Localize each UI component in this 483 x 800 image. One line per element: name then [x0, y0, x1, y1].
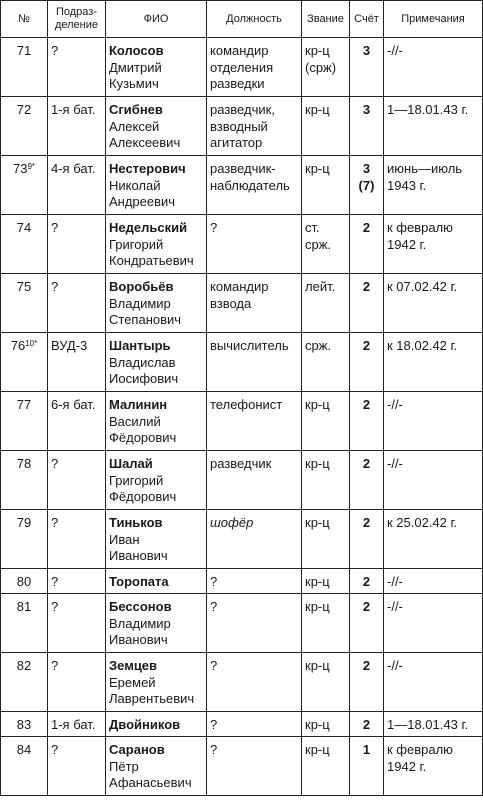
post-line: ? [210, 717, 218, 732]
score-cell [350, 38, 384, 97]
score-cell [350, 392, 384, 451]
table-row [1, 594, 483, 653]
rank-line: кр-ц [305, 515, 330, 530]
header-rank: Звание [302, 1, 350, 38]
rank-cell [302, 569, 350, 594]
surname: Бессонов [109, 599, 172, 614]
post-line: ? [210, 658, 218, 673]
given-name-line: Иосифович [109, 371, 179, 386]
table-row [1, 215, 483, 274]
post-cell [207, 97, 302, 156]
footnote-mark: 10* [25, 339, 38, 348]
score-line: 2 [362, 279, 371, 294]
unit-text: ? [51, 599, 59, 614]
unit-cell [48, 712, 106, 737]
rank-line: кр-ц [305, 742, 330, 757]
score-cell [350, 594, 384, 653]
unit-cell [48, 653, 106, 712]
surname: Земцев [109, 658, 158, 673]
score-cell [350, 451, 384, 510]
given-name-line: Григорий [109, 236, 164, 252]
rank-cell [302, 333, 350, 392]
score-line: 2 [362, 658, 371, 673]
surname: Саранов [109, 742, 165, 757]
fio-cell [106, 333, 207, 392]
unit-text: 1-я бат. [51, 102, 96, 117]
table-row [1, 712, 483, 737]
given-name-line: Иванович [109, 548, 168, 563]
surname: Нестерович [109, 161, 186, 176]
unit-cell [48, 156, 106, 215]
given-name-line: Степанович [109, 312, 182, 327]
given-name-line: Алексей [109, 118, 160, 134]
post-line: взводный [210, 118, 268, 134]
post-line: ? [210, 599, 218, 614]
post-line: разведчик- [210, 161, 276, 176]
surname: Колосов [109, 43, 164, 58]
score-line: 2 [362, 599, 371, 614]
given-name-line: Фёдорович [109, 489, 177, 504]
fio-cell [106, 712, 207, 737]
row-number-cell [1, 451, 48, 510]
note-cell [384, 333, 483, 392]
given-name-line: Иванович [109, 632, 168, 647]
row-number-cell [1, 333, 48, 392]
note-line: июнь—июль [387, 161, 463, 176]
row-number: 81 [16, 599, 32, 614]
row-number-cell [1, 510, 48, 569]
note-cell [384, 38, 483, 97]
post-line: разведчик, [210, 102, 275, 117]
unit-cell [48, 215, 106, 274]
rank-line: кр-ц [305, 397, 330, 412]
header-post: Должность [207, 1, 302, 38]
score-cell [350, 653, 384, 712]
header-row [1, 1, 483, 38]
given-name-line: Пётр [109, 758, 139, 774]
fio-cell [106, 594, 207, 653]
header-unit [48, 1, 106, 38]
post-line: агитатор [210, 135, 263, 150]
note-cell [384, 97, 483, 156]
post-cell [207, 392, 302, 451]
score-line: 3 [362, 43, 371, 58]
given-name-line: Дмитрий [109, 59, 162, 75]
rank-line: кр-ц [305, 599, 330, 614]
post-cell [207, 594, 302, 653]
row-number: 75 [16, 279, 32, 294]
unit-cell [48, 38, 106, 97]
header-unit-line: деление [54, 19, 99, 31]
post-cell [207, 156, 302, 215]
score-line: 2 [362, 220, 371, 235]
row-number-cell [1, 215, 48, 274]
table-row [1, 333, 483, 392]
score-cell [350, 333, 384, 392]
note-cell [384, 569, 483, 594]
note-line: к февралю [387, 220, 453, 235]
fio-cell [106, 510, 207, 569]
note-cell [384, 712, 483, 737]
post-line: вычислитель [210, 338, 289, 353]
given-name-line: Алексеевич [109, 135, 181, 150]
given-name-line: Николай [109, 177, 161, 193]
note-line: 1—18.01.43 г. [387, 717, 469, 732]
score-line: 2 [362, 397, 371, 412]
rank-cell [302, 156, 350, 215]
header-unit-line: Подраз- [55, 6, 98, 18]
table-row [1, 737, 483, 796]
note-line: 1942 г. [387, 236, 427, 252]
rank-cell [302, 712, 350, 737]
note-line: к февралю [387, 742, 453, 757]
table-row [1, 274, 483, 333]
score-line: 2 [362, 515, 371, 530]
post-cell [207, 215, 302, 274]
unit-cell [48, 510, 106, 569]
rank-cell [302, 392, 350, 451]
note-line: -//- [387, 599, 403, 614]
rank-line: кр-ц [305, 574, 330, 589]
rank-line: кр-ц [305, 43, 330, 58]
score-cell [350, 510, 384, 569]
row-number-cell [1, 274, 48, 333]
row-number: 77 [16, 397, 32, 412]
unit-cell [48, 569, 106, 594]
rank-line: кр-ц [305, 658, 330, 673]
post-line: наблюдатель [210, 177, 290, 193]
score-cell [350, 569, 384, 594]
row-number: 72 [16, 102, 32, 117]
row-number-cell [1, 569, 48, 594]
rank-line: лейт. [305, 279, 336, 294]
fio-cell [106, 97, 207, 156]
given-name-line: Андреевич [109, 194, 176, 209]
row-number: 82 [16, 658, 32, 673]
surname: Недельский [109, 220, 188, 235]
rank-cell [302, 594, 350, 653]
row-number-cell [1, 653, 48, 712]
given-name-line: Владимир [109, 295, 171, 311]
table-row [1, 38, 483, 97]
table-row [1, 97, 483, 156]
rank-cell [302, 510, 350, 569]
given-name-line: Владимир [109, 615, 171, 631]
fio-cell [106, 569, 207, 594]
unit-text: 1-я бат. [51, 717, 96, 732]
note-line: 1942 г. [387, 758, 427, 774]
surname: Торопата [109, 574, 169, 589]
unit-cell [48, 97, 106, 156]
table-row [1, 510, 483, 569]
row-number: 76 [10, 338, 26, 353]
note-line: к 07.02.42 г. [387, 279, 458, 294]
unit-cell [48, 333, 106, 392]
surname: Двойников [109, 717, 181, 732]
post-cell [207, 653, 302, 712]
fio-cell [106, 38, 207, 97]
post-cell [207, 569, 302, 594]
unit-cell [48, 594, 106, 653]
row-number-cell [1, 156, 48, 215]
rank-cell [302, 97, 350, 156]
given-name-line: Иван [109, 531, 140, 547]
score-line: 2 [362, 574, 371, 589]
row-number: 78 [16, 456, 32, 471]
fio-cell [106, 215, 207, 274]
table-row [1, 392, 483, 451]
post-line: ? [210, 574, 218, 589]
unit-text: ? [51, 279, 59, 294]
rank-cell [302, 38, 350, 97]
note-line: -//- [387, 574, 403, 589]
footnote-mark: 9* [27, 162, 36, 171]
score-cell [350, 97, 384, 156]
unit-text: ? [51, 658, 59, 673]
note-line: -//- [387, 456, 403, 471]
rank-cell [302, 451, 350, 510]
note-line: -//- [387, 658, 403, 673]
given-name-line: Владислав [109, 354, 176, 370]
surname: Тиньков [109, 515, 163, 530]
post-line: отделения [210, 59, 274, 75]
surname: Воробьёв [109, 279, 174, 294]
unit-text: ? [51, 43, 59, 58]
rank-line: кр-ц [305, 717, 330, 732]
score-cell [350, 156, 384, 215]
score-cell [350, 712, 384, 737]
table-body [1, 38, 483, 796]
fio-cell [106, 156, 207, 215]
given-name-line: Кондратьевич [109, 253, 194, 268]
surname: Сгибнев [109, 102, 163, 117]
post-line: шофёр [210, 515, 254, 530]
note-line: к 25.02.42 г. [387, 515, 458, 530]
row-number: 83 [16, 717, 32, 732]
note-cell [384, 156, 483, 215]
unit-text: 6-я бат. [51, 397, 96, 412]
row-number-cell [1, 594, 48, 653]
given-name-line: Афанасьевич [109, 775, 192, 790]
note-line: к 18.02.42 г. [387, 338, 458, 353]
given-name-line: Фёдорович [109, 430, 177, 445]
fio-cell [106, 451, 207, 510]
unit-text: ? [51, 220, 59, 235]
score-line: 2 [362, 338, 371, 353]
post-cell [207, 737, 302, 796]
post-line: командир [210, 43, 269, 58]
note-cell [384, 510, 483, 569]
row-number-cell [1, 38, 48, 97]
post-line: взвода [210, 295, 252, 311]
row-number: 73 [12, 161, 28, 176]
given-name-line: Григорий [109, 472, 164, 488]
given-name-line: Лаврентьевич [109, 691, 195, 706]
rank-cell [302, 737, 350, 796]
post-cell [207, 451, 302, 510]
header-notes: Примечания [384, 1, 483, 38]
note-cell [384, 215, 483, 274]
note-cell [384, 594, 483, 653]
post-cell [207, 38, 302, 97]
table-row [1, 156, 483, 215]
post-line: ? [210, 742, 218, 757]
rank-cell [302, 274, 350, 333]
given-name-line: Еремей [109, 674, 156, 690]
note-line: -//- [387, 43, 403, 58]
table-row [1, 569, 483, 594]
row-number-cell [1, 712, 48, 737]
unit-cell [48, 737, 106, 796]
row-number: 84 [16, 742, 32, 757]
post-cell [207, 333, 302, 392]
note-line: -//- [387, 397, 403, 412]
rank-cell [302, 215, 350, 274]
rank-line: кр-ц [305, 161, 330, 176]
unit-text: ? [51, 515, 59, 530]
rank-line: кр-ц [305, 102, 330, 117]
header-fio: ФИО [106, 1, 207, 38]
note-line: 1943 г. [387, 177, 427, 193]
table-row [1, 451, 483, 510]
surname: Шантырь [109, 338, 171, 353]
note-cell [384, 392, 483, 451]
note-cell [384, 737, 483, 796]
post-cell [207, 510, 302, 569]
fio-cell [106, 653, 207, 712]
surname: Малинин [109, 397, 168, 412]
post-line: командир [210, 279, 269, 294]
score-line: 3 [362, 102, 371, 117]
unit-cell [48, 392, 106, 451]
header-score: Счёт [350, 1, 384, 38]
note-line: 1—18.01.43 г. [387, 102, 469, 117]
rank-cell [302, 653, 350, 712]
row-number: 79 [16, 515, 32, 530]
rank-line: ст. [305, 220, 320, 235]
row-number-cell [1, 97, 48, 156]
note-cell [384, 274, 483, 333]
score-line: 2 [362, 456, 371, 471]
fio-cell [106, 737, 207, 796]
surname: Шалай [109, 456, 153, 471]
fio-cell [106, 274, 207, 333]
rank-line: кр-ц [305, 456, 330, 471]
table-row [1, 653, 483, 712]
given-name-line: Кузьмич [109, 76, 159, 91]
unit-cell [48, 274, 106, 333]
post-line: телефонист [210, 397, 283, 412]
post-line: разведчик [210, 456, 272, 471]
note-cell [384, 653, 483, 712]
score-cell [350, 737, 384, 796]
score-line: (7) [358, 177, 375, 193]
unit-text: ВУД-3 [51, 338, 88, 353]
note-cell [384, 451, 483, 510]
score-line: 1 [362, 742, 371, 757]
unit-cell [48, 451, 106, 510]
fio-cell [106, 392, 207, 451]
unit-text: ? [51, 574, 59, 589]
row-number: 71 [16, 43, 32, 58]
post-cell [207, 712, 302, 737]
given-name-line: Василий [109, 413, 161, 429]
post-cell [207, 274, 302, 333]
row-number-cell [1, 392, 48, 451]
rank-line: (срж) [305, 59, 337, 75]
post-line: разведки [210, 76, 265, 91]
unit-text: ? [51, 742, 59, 757]
row-number: 74 [16, 220, 32, 235]
unit-text: ? [51, 456, 59, 471]
unit-text: 4-я бат. [51, 161, 96, 176]
row-number-cell [1, 737, 48, 796]
header-num: № [1, 1, 48, 38]
score-cell [350, 215, 384, 274]
score-line: 2 [362, 717, 371, 732]
score-line: 3 [362, 161, 371, 176]
post-line: ? [210, 220, 218, 235]
score-cell [350, 274, 384, 333]
rank-line: срж. [305, 236, 332, 252]
row-number: 80 [16, 574, 32, 589]
rank-line: срж. [305, 338, 332, 353]
